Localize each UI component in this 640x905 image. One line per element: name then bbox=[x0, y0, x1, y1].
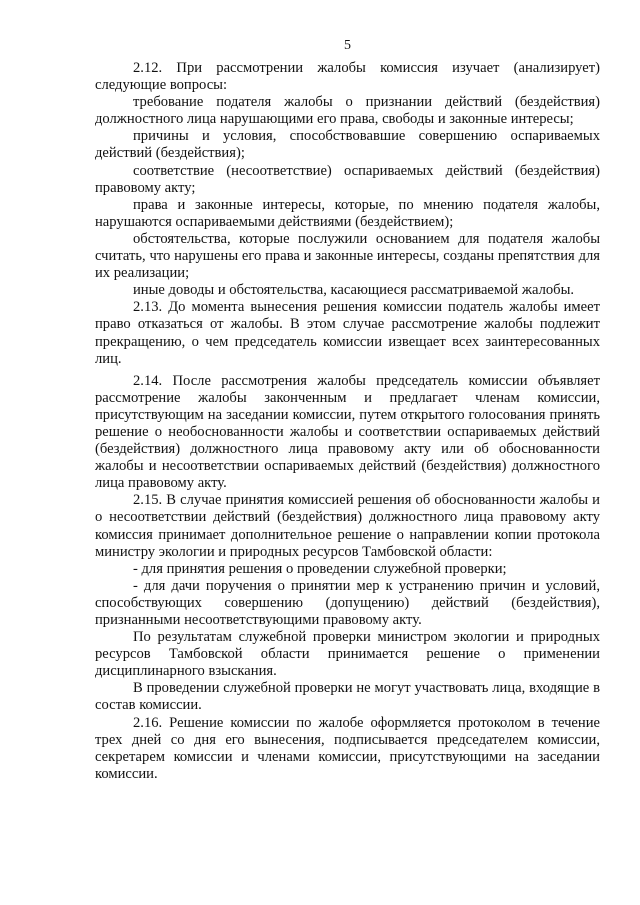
paragraph-item-causes: причины и условия, способствовавшие совершению оспариваемых действий (бездействия); bbox=[95, 128, 600, 162]
paragraph-2-13: 2.13. До момента вынесения решения комиссии податель жалобы имеет право отказаться от жалобы. В этом случае рассмотрение жалобы подлежит прекращению, о чем председатель комиссии извещает всех заинтересованных лиц. bbox=[95, 299, 600, 367]
page-number: 5 bbox=[344, 38, 351, 53]
paragraph-2-12: 2.12. При рассмотрении жалобы комиссия изучает (анализирует) следующие вопросы: bbox=[95, 60, 600, 94]
paragraph-item-rights: права и законные интересы, которые, по мнению подателя жалобы, нарушаются оспариваемыми действиями (бездействием); bbox=[95, 196, 600, 230]
paragraph-list-measures: - для дачи поручения о принятии мер к устранению причин и условий, способствующих совершению (допущению) действий (бездействия), признанными несоответствующими правовому акту. bbox=[95, 577, 600, 628]
paragraph-participation: В проведении служебной проверки не могут участвовать лица, входящие в состав комиссии. bbox=[95, 680, 600, 714]
paragraph-2-14: 2.14. После рассмотрения жалобы председатель комиссии объявляет рассмотрение жалобы законченным и предлагает членам комиссии, присутствующим на заседании комиссии, путем открытого голосования принять решение о необоснованности жалобы и соответствии оспариваемых действий (бездействия) должностного лица правовому акту или об обоснованности жалобы и несоответствии оспариваемых действий (бездействия) должностного лица правовому акту. bbox=[95, 372, 600, 492]
paragraph-item-compliance: соответствие (несоответствие) оспариваемых действий (бездействия) правовому акту; bbox=[95, 162, 600, 196]
paragraph-2-16: 2.16. Решение комиссии по жалобе оформляется протоколом в течение трех дней со дня его вынесения, подписывается председателем комиссии, секретарем комиссии и членами комиссии, присутствующими на заседании комиссии. bbox=[95, 714, 600, 782]
paragraph-results: По результатам служебной проверки министром экологии и природных ресурсов Тамбовской области принимается решение о применении дисциплинарного взыскания. bbox=[95, 629, 600, 680]
paragraph-list-inspection: - для принятия решения о проведении служебной проверки; bbox=[133, 560, 507, 577]
paragraph-item-other: иные доводы и обстоятельства, касающиеся рассматриваемой жалобы. bbox=[133, 282, 575, 299]
document-body bbox=[95, 60, 600, 783]
paragraph-2-15: 2.15. В случае принятия комиссией решения об обоснованности жалобы и о несоответствии действий (бездействия) должностного лица правовому акту комиссия принимает дополнительное решение о направлении копии протокола министру экологии и природных ресурсов Тамбовской области: bbox=[95, 492, 600, 560]
paragraph-item-circumstances: обстоятельства, которые послужили основанием для подателя жалобы считать, что нарушены его права и законные интересы, созданы препятствия для их реализации; bbox=[95, 230, 600, 282]
paragraph-item-requirement: требование подателя жалобы о признании действий (бездействия) должностного лица нарушающими его права, свободы и законные интересы; bbox=[95, 94, 600, 128]
